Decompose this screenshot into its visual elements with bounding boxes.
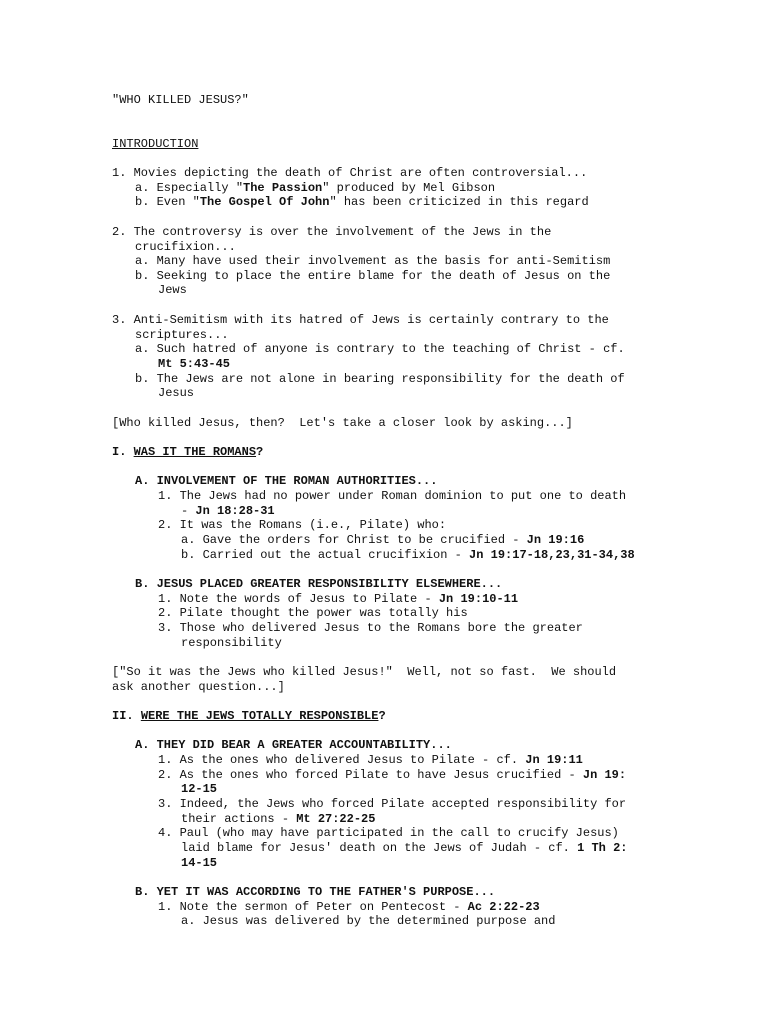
scripture-ref: Jn 19: [582, 768, 627, 782]
section-1b-item-3: 3. Those who delivered Jesus to the Romans bore the greater [158, 621, 583, 635]
scripture-ref-cont: 12-15 [181, 782, 218, 796]
section-2a-item-1: 1. As the ones who delivered Jesus to Pilate - cf. Jn 19:11 [158, 753, 583, 767]
section-1b-heading: B. JESUS PLACED GREATER RESPONSIBILITY ELSEWHERE... [135, 577, 503, 591]
section-1-heading: I. WAS IT THE ROMANS? [112, 445, 264, 459]
section-1a-item-1: 1. The Jews had no power under Roman dominion to put one to death [158, 489, 627, 503]
title-gospel-of-john: The Gospel Of John [199, 195, 330, 209]
intro-point-3b-cont: Jesus [158, 386, 195, 400]
intro-point-2b: b. Seeking to place the entire blame for the death of Jesus on the [135, 269, 611, 283]
intro-point-2-cont: crucifixion... [135, 240, 236, 254]
intro-point-3: 3. Anti-Semitism with its hatred of Jews is certainly contrary to the [112, 313, 609, 327]
section-2a-item-2: 2. As the ones who forced Pilate to have Jesus crucified - Jn 19: [158, 768, 627, 782]
section-1a-item-2: 2. It was the Romans (i.e., Pilate) who: [158, 518, 447, 532]
scripture-ref: Ac 2:22-23 [467, 900, 540, 914]
section-1b-item-3-cont: responsibility [181, 636, 282, 650]
title-the-passion: The Passion [243, 181, 323, 195]
intro-transition: [Who killed Jesus, then? Let's take a closer look by asking...] [112, 416, 573, 430]
scripture-ref: Jn 18:28-31 [195, 504, 275, 518]
intro-point-2: 2. The controversy is over the involvement of the Jews in the [112, 225, 552, 239]
intro-point-1b: b. Even "The Gospel Of John" has been criticized in this regard [135, 195, 589, 209]
point-number: 1. [112, 166, 134, 180]
section-1a-heading: A. INVOLVEMENT OF THE ROMAN AUTHORITIES... [135, 474, 438, 488]
section-2-heading: II. WERE THE JEWS TOTALLY RESPONSIBLE? [112, 709, 386, 723]
section-1b-item-2: 2. Pilate thought the power was totally his [158, 606, 468, 620]
section-2a-item-4: 4. Paul (who may have participated in the call to crucify Jesus) [158, 826, 619, 840]
intro-point-3-cont: scriptures... [135, 328, 229, 342]
intro-point-3a: a. Such hatred of anyone is contrary to the teaching of Christ - cf. [135, 342, 625, 356]
section-1a-item-2a: a. Gave the orders for Christ to be crucified - Jn 19:16 [181, 533, 585, 547]
scripture-ref: Mt 27:22-25 [296, 812, 376, 826]
section-2b-item-1: 1. Note the sermon of Peter on Pentecost - Ac 2:22-23 [158, 900, 540, 914]
section-2a-item-4-cont: laid blame for Jesus' death on the Jews of Judah - cf. 1 Th 2: [181, 841, 628, 855]
scripture-ref: Jn 19:11 [525, 753, 583, 767]
section-2a-item-3: 3. Indeed, the Jews who forced Pilate accepted responsibility for [158, 797, 627, 811]
scripture-ref: Mt 5:43-45 [158, 357, 231, 371]
scripture-ref: Jn 19:10-11 [438, 592, 519, 606]
section-1a-item-1-cont: - Jn 18:28-31 [181, 504, 275, 518]
section-2b-heading: B. YET IT WAS ACCORDING TO THE FATHER'S PURPOSE... [135, 885, 496, 899]
scripture-ref-cont: 14-15 [181, 856, 218, 870]
section-2b-item-1a: a. Jesus was delivered by the determined purpose and [181, 914, 556, 928]
scripture-ref: Jn 19:16 [526, 533, 585, 547]
point-text: Movies depicting the death of Christ are often controversial... [133, 166, 588, 180]
scripture-ref: 1 Th 2: [577, 841, 628, 855]
intro-point-3b: b. The Jews are not alone in bearing responsibility for the death of [135, 372, 625, 386]
intro-point-1a: a. Especially "The Passion" produced by Mel Gibson [135, 181, 496, 195]
scripture-ref: Jn 19:17-18,23,31-34,38 [469, 548, 635, 562]
section-2a-item-3-cont: their actions - Mt 27:22-25 [181, 812, 376, 826]
section-1-transition-cont: ask another question...] [112, 680, 285, 694]
intro-point-1 [112, 166, 587, 181]
intro-point-2a: a. Many have used their involvement as the basis for anti-Semitism [135, 254, 611, 268]
intro-point-2b-cont: Jews [158, 283, 187, 297]
section-2a-heading: A. THEY DID BEAR A GREATER ACCOUNTABILITY... [135, 738, 452, 752]
section-1a-item-2b: b. Carried out the actual crucifixion - Jn 19:17-18,23,31-34,38 [181, 548, 635, 562]
introduction-heading: INTRODUCTION [112, 137, 199, 151]
document-title: "WHO KILLED JESUS?" [112, 93, 249, 107]
section-1b-item-1: 1. Note the words of Jesus to Pilate - Jn 19:10-11 [158, 592, 519, 606]
section-1-transition: ["So it was the Jews who killed Jesus!" Well, not so fast. We should [112, 665, 617, 679]
